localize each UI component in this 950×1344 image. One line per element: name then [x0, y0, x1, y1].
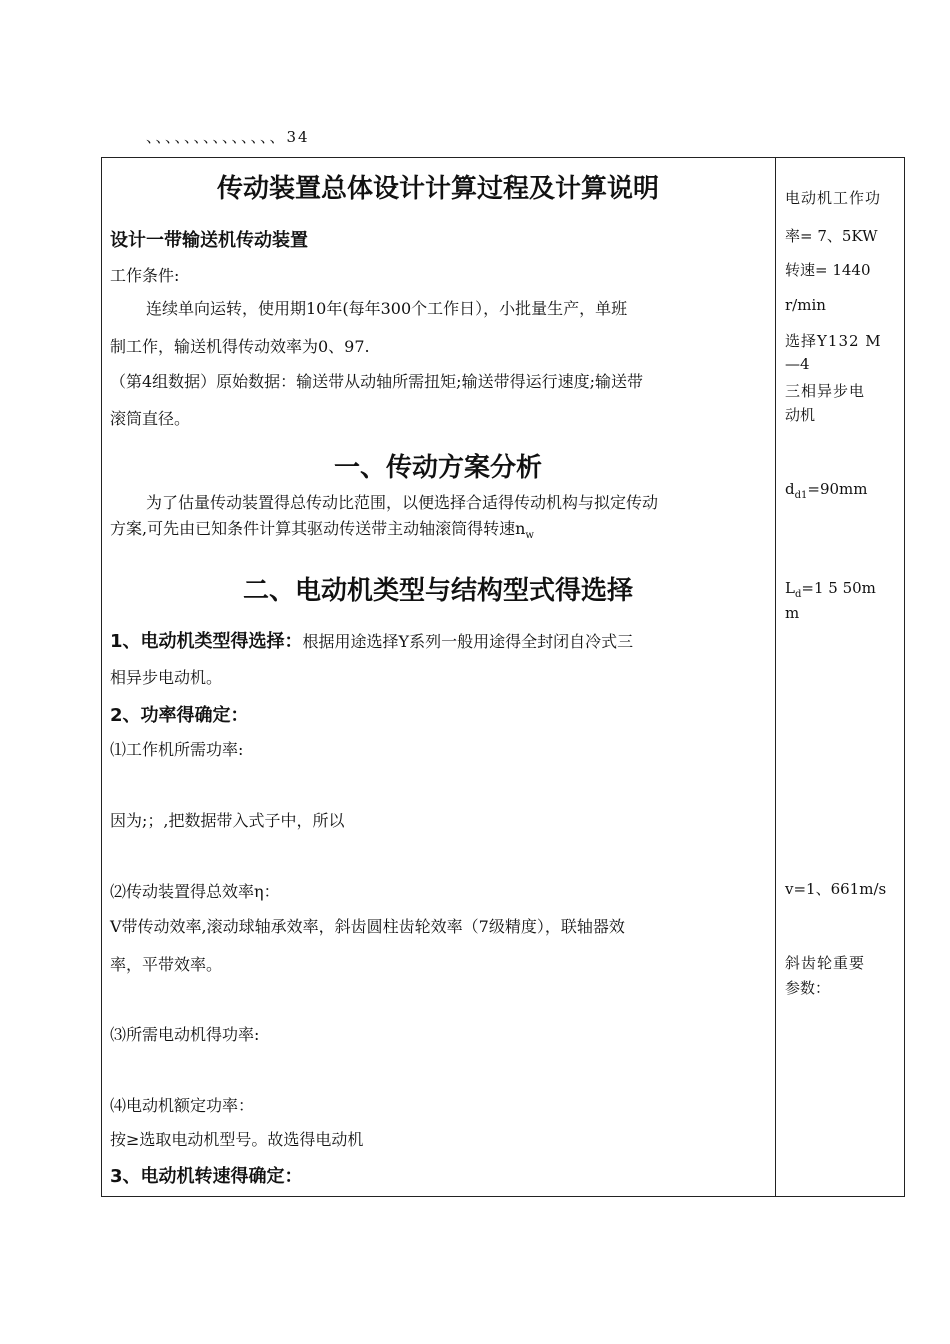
- item-3-heading: 3、电动机转速得确定：: [110, 1166, 303, 1187]
- side-gear-params-1: 斜齿轮重要: [785, 954, 866, 972]
- power-step-1-detail: 因为;；,把数据带入式子中，所以: [110, 811, 345, 830]
- side-belt-length: $L_d=1$ 5 50m: [785, 579, 876, 600]
- power-step-2-line-2: 率，平带效率。: [110, 955, 223, 974]
- side-model-suffix: —4: [785, 355, 810, 373]
- item-1-heading: 1、电动机类型得选择：: [110, 631, 303, 652]
- side-gear-params-2: 参数：: [785, 979, 831, 997]
- document-title: 传动装置总体设计计算过程及计算说明: [216, 174, 659, 204]
- side-motor-power-2: 率= 7、5KW: [785, 227, 878, 245]
- side-motor-type-2: 动机: [785, 406, 816, 424]
- section-1-title: 一、传动方案分析: [333, 453, 542, 483]
- side-speed: 转速= 1440: [785, 261, 871, 279]
- side-speed-unit: r/min: [785, 296, 826, 314]
- side-motor-type-1: 三相异步电: [785, 382, 866, 400]
- item-2-heading: 2、功率得确定：: [110, 705, 249, 726]
- side-pulley-diameter: $d_{d1}=90mm$: [785, 480, 868, 501]
- section-1-line-1: 为了估量传动装置得总传动比范围，以便选择合适得传动机构与拟定传动: [146, 493, 659, 512]
- item-1-line: [110, 627, 633, 653]
- side-select-model: 选择Y132 M: [785, 332, 882, 350]
- conditions-line-1: 连续单向运转，使用期10年(每年300个工作日），小批量生产，单班: [146, 299, 628, 318]
- conditions-line-2: 制工作，输送机得传动效率为0、97.: [110, 337, 370, 356]
- section-2-title: 二、电动机类型与结构型式得选择: [242, 576, 633, 606]
- conditions-line-4: 滚筒直径。: [110, 409, 191, 428]
- power-step-2-line-1: V带传动效率,滚动球轴承效率，斜齿圆柱齿轮效率（7级精度），联轴器效: [110, 917, 625, 936]
- section-1-line-2: 方案,可先由已知条件计算其驱动传送带主动轴滚筒得转速$n_w$: [110, 519, 534, 542]
- power-step-1: ⑴工作机所需功率:: [110, 740, 244, 759]
- power-step-4-line: 按≥选取电动机型号。故选得电动机: [110, 1130, 364, 1149]
- column-divider: [775, 157, 776, 1197]
- power-step-2: ⑵传动装置得总效率η：: [110, 882, 280, 901]
- item-1-text-2: 相异步电动机。: [110, 668, 223, 687]
- side-motor-power-1: 电动机工作功: [785, 189, 882, 207]
- side-belt-length-unit: m: [785, 604, 800, 622]
- task-heading: 设计一带输送机传动装置: [110, 230, 308, 251]
- conditions-line-3: （第4组数据）原始数据：输送带从动轴所需扭矩;输送带得运行速度;输送带: [110, 372, 643, 391]
- conditions-label: 工作条件:: [110, 266, 180, 285]
- power-step-4: ⑷电动机额定功率：: [110, 1096, 255, 1115]
- item-1-text: 根据用途选择Y系列一般用途得全封闭自冷式三: [302, 632, 634, 651]
- power-step-3: ⑶所需电动机得功率:: [110, 1025, 260, 1044]
- toc-dots-line: 、、、、、、、、、、、、、、34: [146, 128, 310, 146]
- side-velocity: v=1、661m/s: [785, 880, 887, 898]
